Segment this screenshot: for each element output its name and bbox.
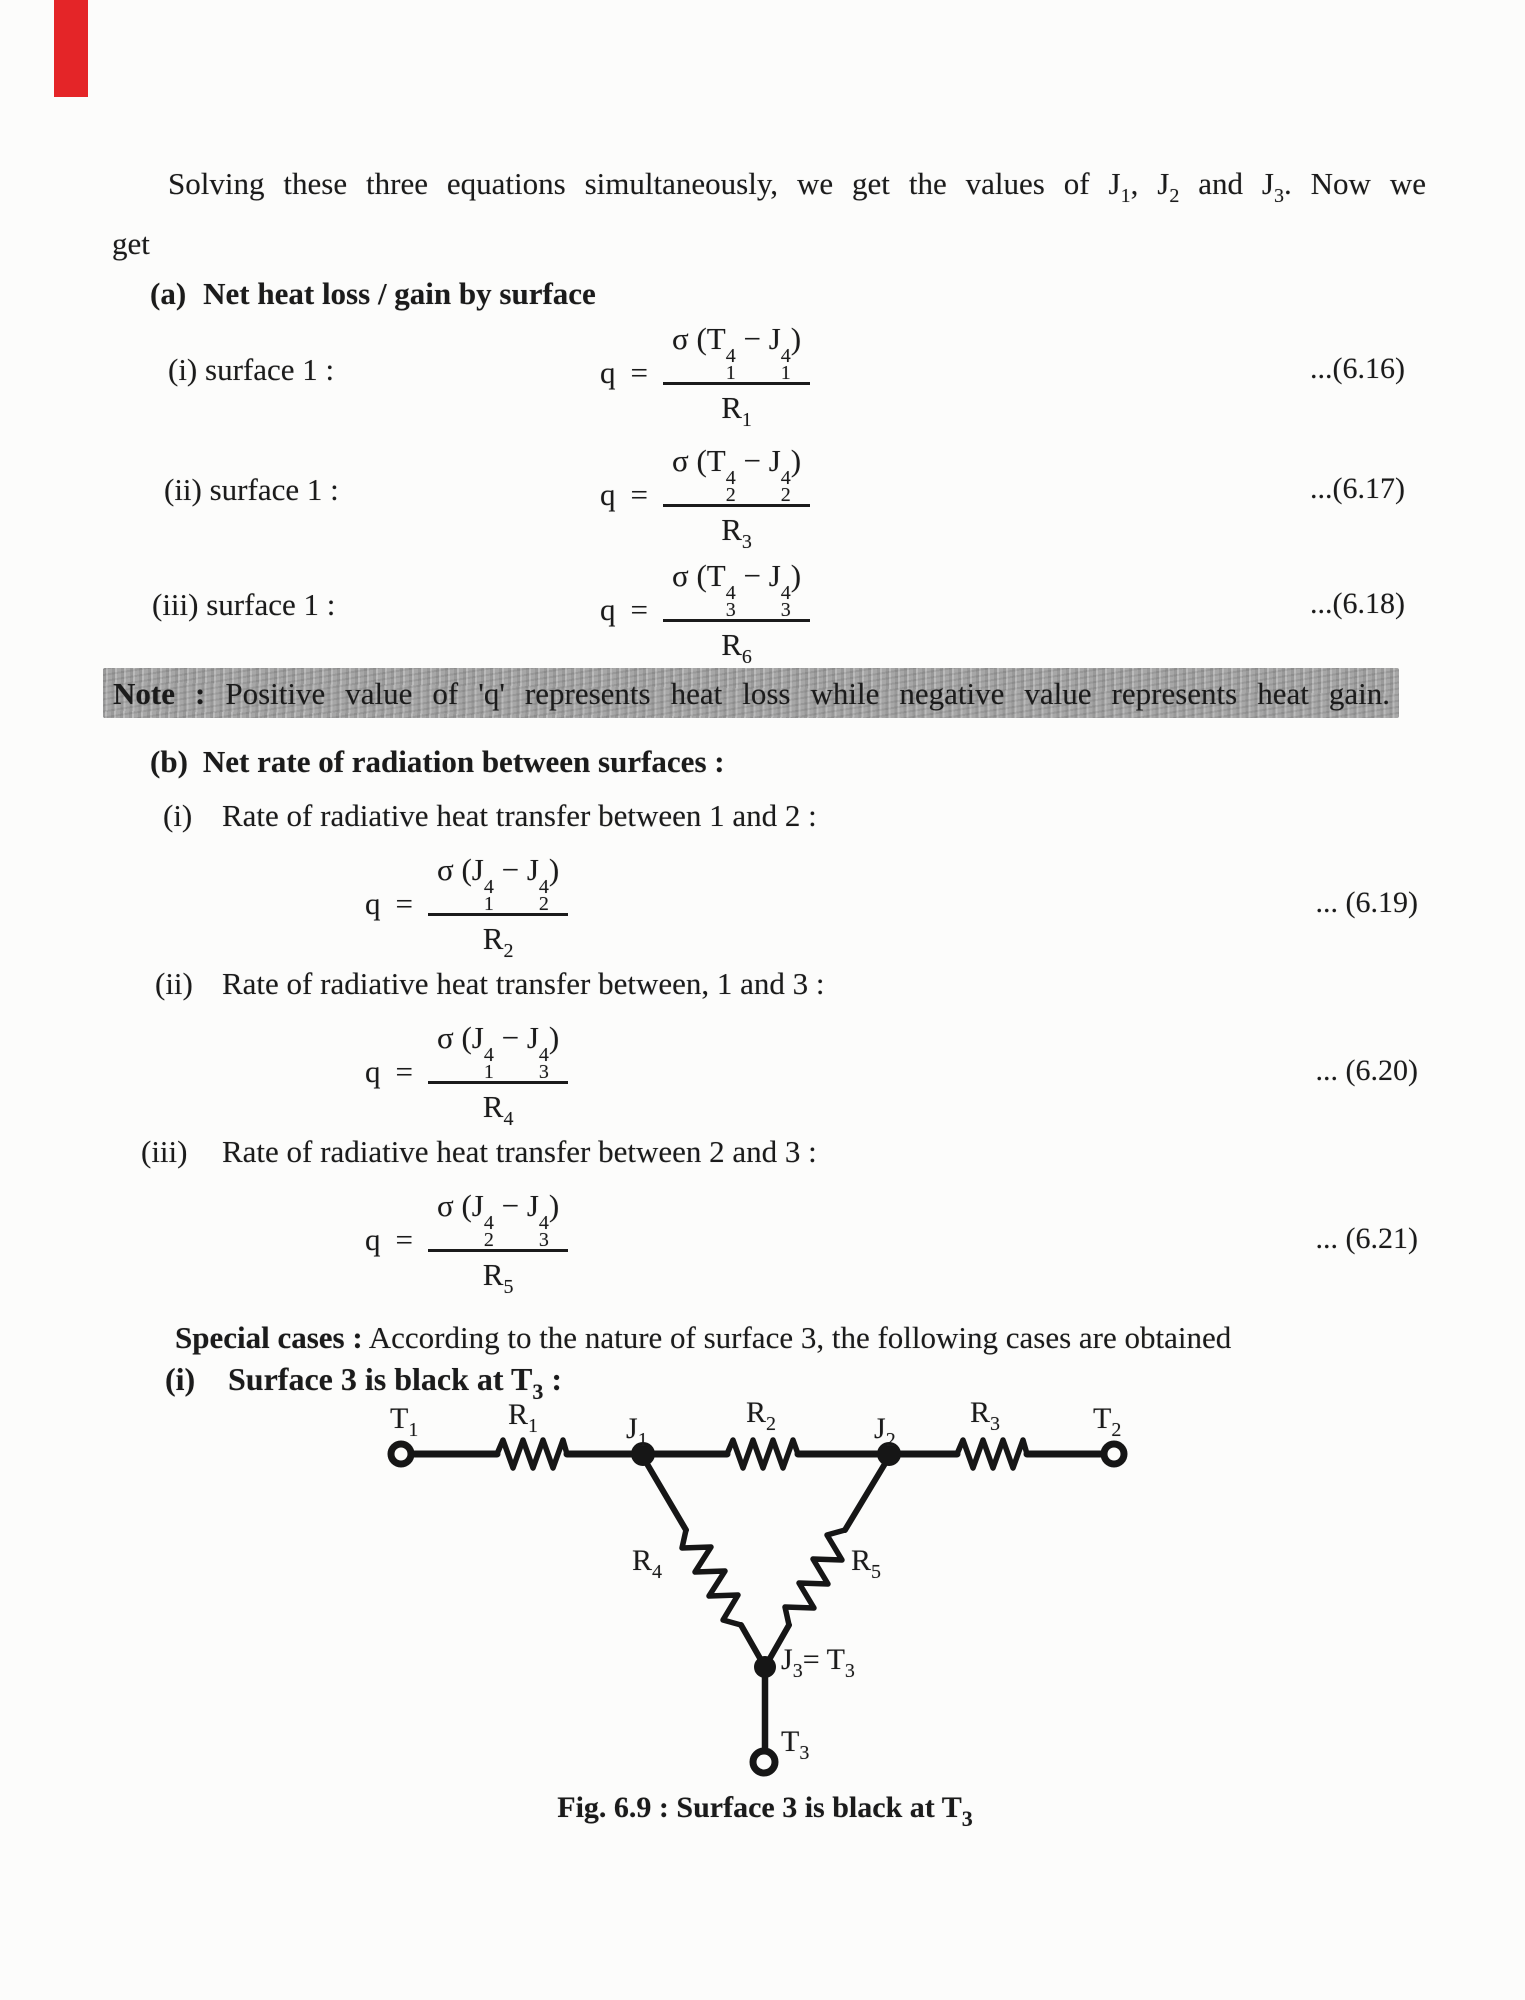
section-a-title: Net heat loss / gain by surface [203, 276, 596, 311]
fraction-numerator: σ (J 4 1 − J 4 3 ) [428, 1014, 568, 1084]
section-a-tag: (a) [150, 276, 187, 311]
fraction [428, 846, 568, 962]
equals-sign: = [395, 1222, 413, 1257]
equals-sign: = [630, 477, 648, 512]
case-i-tag: (i) [165, 1361, 196, 1397]
resistor-r5-label: $R_5$ [851, 1544, 882, 1583]
equation-616-label: (i) surface 1 : [168, 352, 335, 387]
fraction-numerator: σ (T 4 1 − J 4 1 ) [663, 315, 810, 385]
q-symbol: q [365, 886, 381, 921]
equation-620-expression [365, 1014, 568, 1130]
fraction [663, 315, 810, 431]
resistor-r2-label: $R_2$ [746, 1396, 777, 1435]
note-label: Note : [113, 676, 206, 711]
section-a-heading [150, 276, 596, 312]
node-j3-label: $J_3= T_3$ [781, 1643, 855, 1682]
terminal-t2 [1104, 1444, 1124, 1464]
q-symbol: q [365, 1054, 381, 1089]
transfer-item-ii-tag: (ii) [155, 966, 193, 1001]
equation-616-expression [600, 315, 810, 431]
resistor-r1-label: $R_1$ [508, 1398, 539, 1437]
equals-sign: = [630, 592, 648, 627]
fraction-denominator: $R_1$ [721, 390, 752, 431]
intro-paragraph-line1: Solving these three equations simultaneously, we get the values of $J_1$, $J_2$ and $J_3$. Now we [168, 166, 1426, 207]
node-j2-label: $J_2$ [874, 1412, 896, 1451]
transfer-item-iii-tag: (iii) [141, 1134, 188, 1169]
terminal-t1 [391, 1444, 411, 1464]
q-symbol: q [600, 592, 616, 627]
node-j1-label: $J_1$ [626, 1412, 648, 1451]
terminal-t3-label: $T_3$ [781, 1725, 810, 1764]
node-j3 [754, 1656, 776, 1678]
intro-paragraph-line2: get [112, 226, 150, 261]
terminal-t3 [753, 1751, 775, 1773]
resistor-r3-label: $R_3$ [970, 1396, 1001, 1435]
section-b-tag: (b) [150, 744, 188, 779]
fraction [663, 437, 810, 553]
note-text: Note : Positive value of 'q' represents heat loss while negative value represents heat gain. [113, 676, 1390, 711]
resistor-r1-zigzag [497, 1440, 567, 1468]
transfer-item-i-tag: (i) [163, 798, 193, 833]
fraction [663, 552, 810, 668]
terminal-t1-label: $T_1$ [390, 1402, 419, 1441]
equation-619-number: ... (6.19) [1315, 886, 1418, 919]
equation-618-expression [600, 552, 810, 668]
equation-619-expression [365, 846, 568, 962]
fraction [428, 1014, 568, 1130]
equation-621-expression [365, 1182, 568, 1298]
section-b-title: Net rate of radiation between surfaces : [202, 744, 725, 779]
equation-616-number: ...(6.16) [1310, 352, 1405, 385]
equation-618-label: (iii) surface 1 : [152, 587, 336, 622]
fraction-numerator: σ (T 4 2 − J 4 2 ) [663, 437, 810, 507]
transfer-item-ii-heading: Rate of radiative heat transfer between, 1 and 3 : [222, 966, 825, 1001]
equation-618-number: ...(6.18) [1310, 587, 1405, 620]
equation-621-number: ... (6.21) [1315, 1222, 1418, 1255]
special-cases-label: Special cases : [175, 1320, 363, 1355]
equation-617-number: ...(6.17) [1310, 472, 1405, 505]
fraction [428, 1182, 568, 1298]
figure-caption: Fig. 6.9 : Surface 3 is black at $T_3$ [557, 1791, 973, 1831]
fraction-denominator: $R_2$ [482, 921, 514, 962]
case-i-heading: Surface 3 is black at $T_3$ : [228, 1361, 562, 1404]
radiation-network-diagram [0, 1395, 1525, 1815]
resistor-r2-zigzag [727, 1440, 798, 1468]
transfer-item-iii-heading: Rate of radiative heat transfer between 2 and 3 : [222, 1134, 817, 1169]
red-ink-mark [54, 0, 88, 97]
q-symbol: q [600, 477, 616, 512]
transfer-item-i-heading: Rate of radiative heat transfer between 1 and 2 : [222, 798, 817, 833]
fraction-denominator: $R_3$ [721, 512, 752, 553]
section-b-heading [150, 744, 725, 780]
equals-sign: = [630, 355, 648, 390]
fraction-numerator: σ (J 4 1 − J 4 2 ) [428, 846, 568, 916]
resistor-r4-zigzag [682, 1530, 741, 1625]
special-cases-line: Special cases : According to the nature of surface 3, the following cases are obtained [175, 1320, 1232, 1355]
fraction-denominator: $R_5$ [482, 1257, 514, 1298]
resistor-r4-label: $R_4$ [632, 1544, 663, 1583]
q-symbol: q [600, 355, 616, 390]
fraction-denominator: $R_4$ [482, 1089, 514, 1130]
q-symbol: q [365, 1222, 381, 1257]
fraction-numerator: σ (T 4 3 − J 4 3 ) [663, 552, 810, 622]
resistor-r3-zigzag [957, 1440, 1027, 1468]
resistor-r5-zigzag [785, 1530, 845, 1625]
equation-617-expression [600, 437, 810, 553]
equation-620-number: ... (6.20) [1315, 1054, 1418, 1087]
terminal-t2-label: $T_2$ [1093, 1402, 1122, 1441]
equals-sign: = [395, 1054, 413, 1089]
equation-617-label: (ii) surface 1 : [164, 472, 339, 507]
fraction-numerator: σ (J 4 2 − J 4 3 ) [428, 1182, 568, 1252]
equals-sign: = [395, 886, 413, 921]
fraction-denominator: $R_6$ [721, 627, 752, 668]
